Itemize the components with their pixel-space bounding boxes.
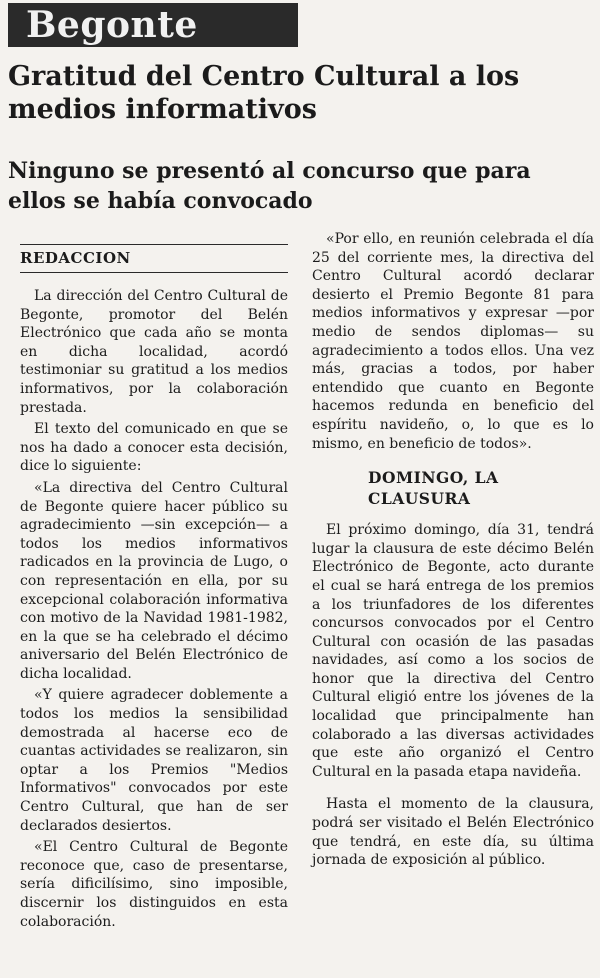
subtitle: DOMINGO, LA CLAUSURA	[368, 468, 499, 509]
left-column	[20, 244, 288, 931]
subheadline: Ninguno se presentó al concurso que para ellos se había convocado	[8, 158, 531, 214]
paragraph: «El Centro Cultural de Begonte reconoce que, caso de presentarse, sería dificilísimo, sino imposible, discernir los distinguidos en esta colaboración.	[20, 839, 288, 930]
paragraph: La dirección del Centro Cultural de Begonte, promotor del Belén Electrónico que cada año se monta en dicha localidad, acordó testimoniar su gratitud a los medios informativos, por la colaboración prestada.	[20, 288, 288, 416]
paragraph: El texto del comunicado en que se nos ha dado a conocer esta decisión, dice lo siguiente:	[20, 421, 288, 475]
paragraph: El próximo domingo, día 31, tendrá lugar la clausura de este décimo Belén Electrónico de Begonte, acto durante el cual se hará entrega de los premios a los triunfadores de los diferentes concursos convocados por el Centro Cultural con ocasión de las pasadas navidades, así como a los socios de honor que la directiva del Centro Cultural eligió entre los jóvenes de la localidad que principalmente han colaborado a las diversas actividades que este año organizó el Centro Cultural en la pasada etapa navideña.	[312, 522, 594, 780]
right-column	[312, 230, 594, 870]
paragraph: Hasta el momento de la clausura, podrá ser visitado el Belén Electrónico que tendrá, en este día, su última jornada de exposición al público.	[312, 796, 594, 869]
paragraph: «Y quiere agradecer doblemente a todos los medios la sensibilidad demostrada al hacerse eco de cuantas actividades se realizaron, sin optar a los Premios "Medios Informativos" convocados por este Centro Cultural, que han de ser declarados desiertos.	[20, 687, 288, 834]
paragraph: «La directiva del Centro Cultural de Begonte quiere hacer público su agradecimiento —sin excepción— a todos los medios informativos radicados en la provincia de Lugo, o con representación en ella, por su excepcional colaboración informativa con motivo de la Navidad 1981-1982, en la que se ha celebrado el décimo aniversario del Belén Electrónico de dicha localidad.	[20, 479, 288, 682]
byline: REDACCION	[20, 249, 131, 267]
section-banner: Begonte	[8, 3, 298, 47]
byline-bottom-rule	[20, 272, 288, 273]
paragraph: «Por ello, en reunión celebrada el día 25 del corriente mes, la directiva del Centro Cultural acordó declarar desierto el Premio Begonte 81 para medios informativos y expresar —por medio de sendos diplomas— su agradecimiento a todos ellos. Una vez más, gracias a todos, por haber entendido que cuanto en Begonte hacemos redunda en beneficio del espíritu navideño, o, lo que es lo mismo, en beneficio de todos».	[312, 231, 594, 452]
headline: Gratitud del Centro Cultural a los medios informativos	[8, 61, 520, 125]
